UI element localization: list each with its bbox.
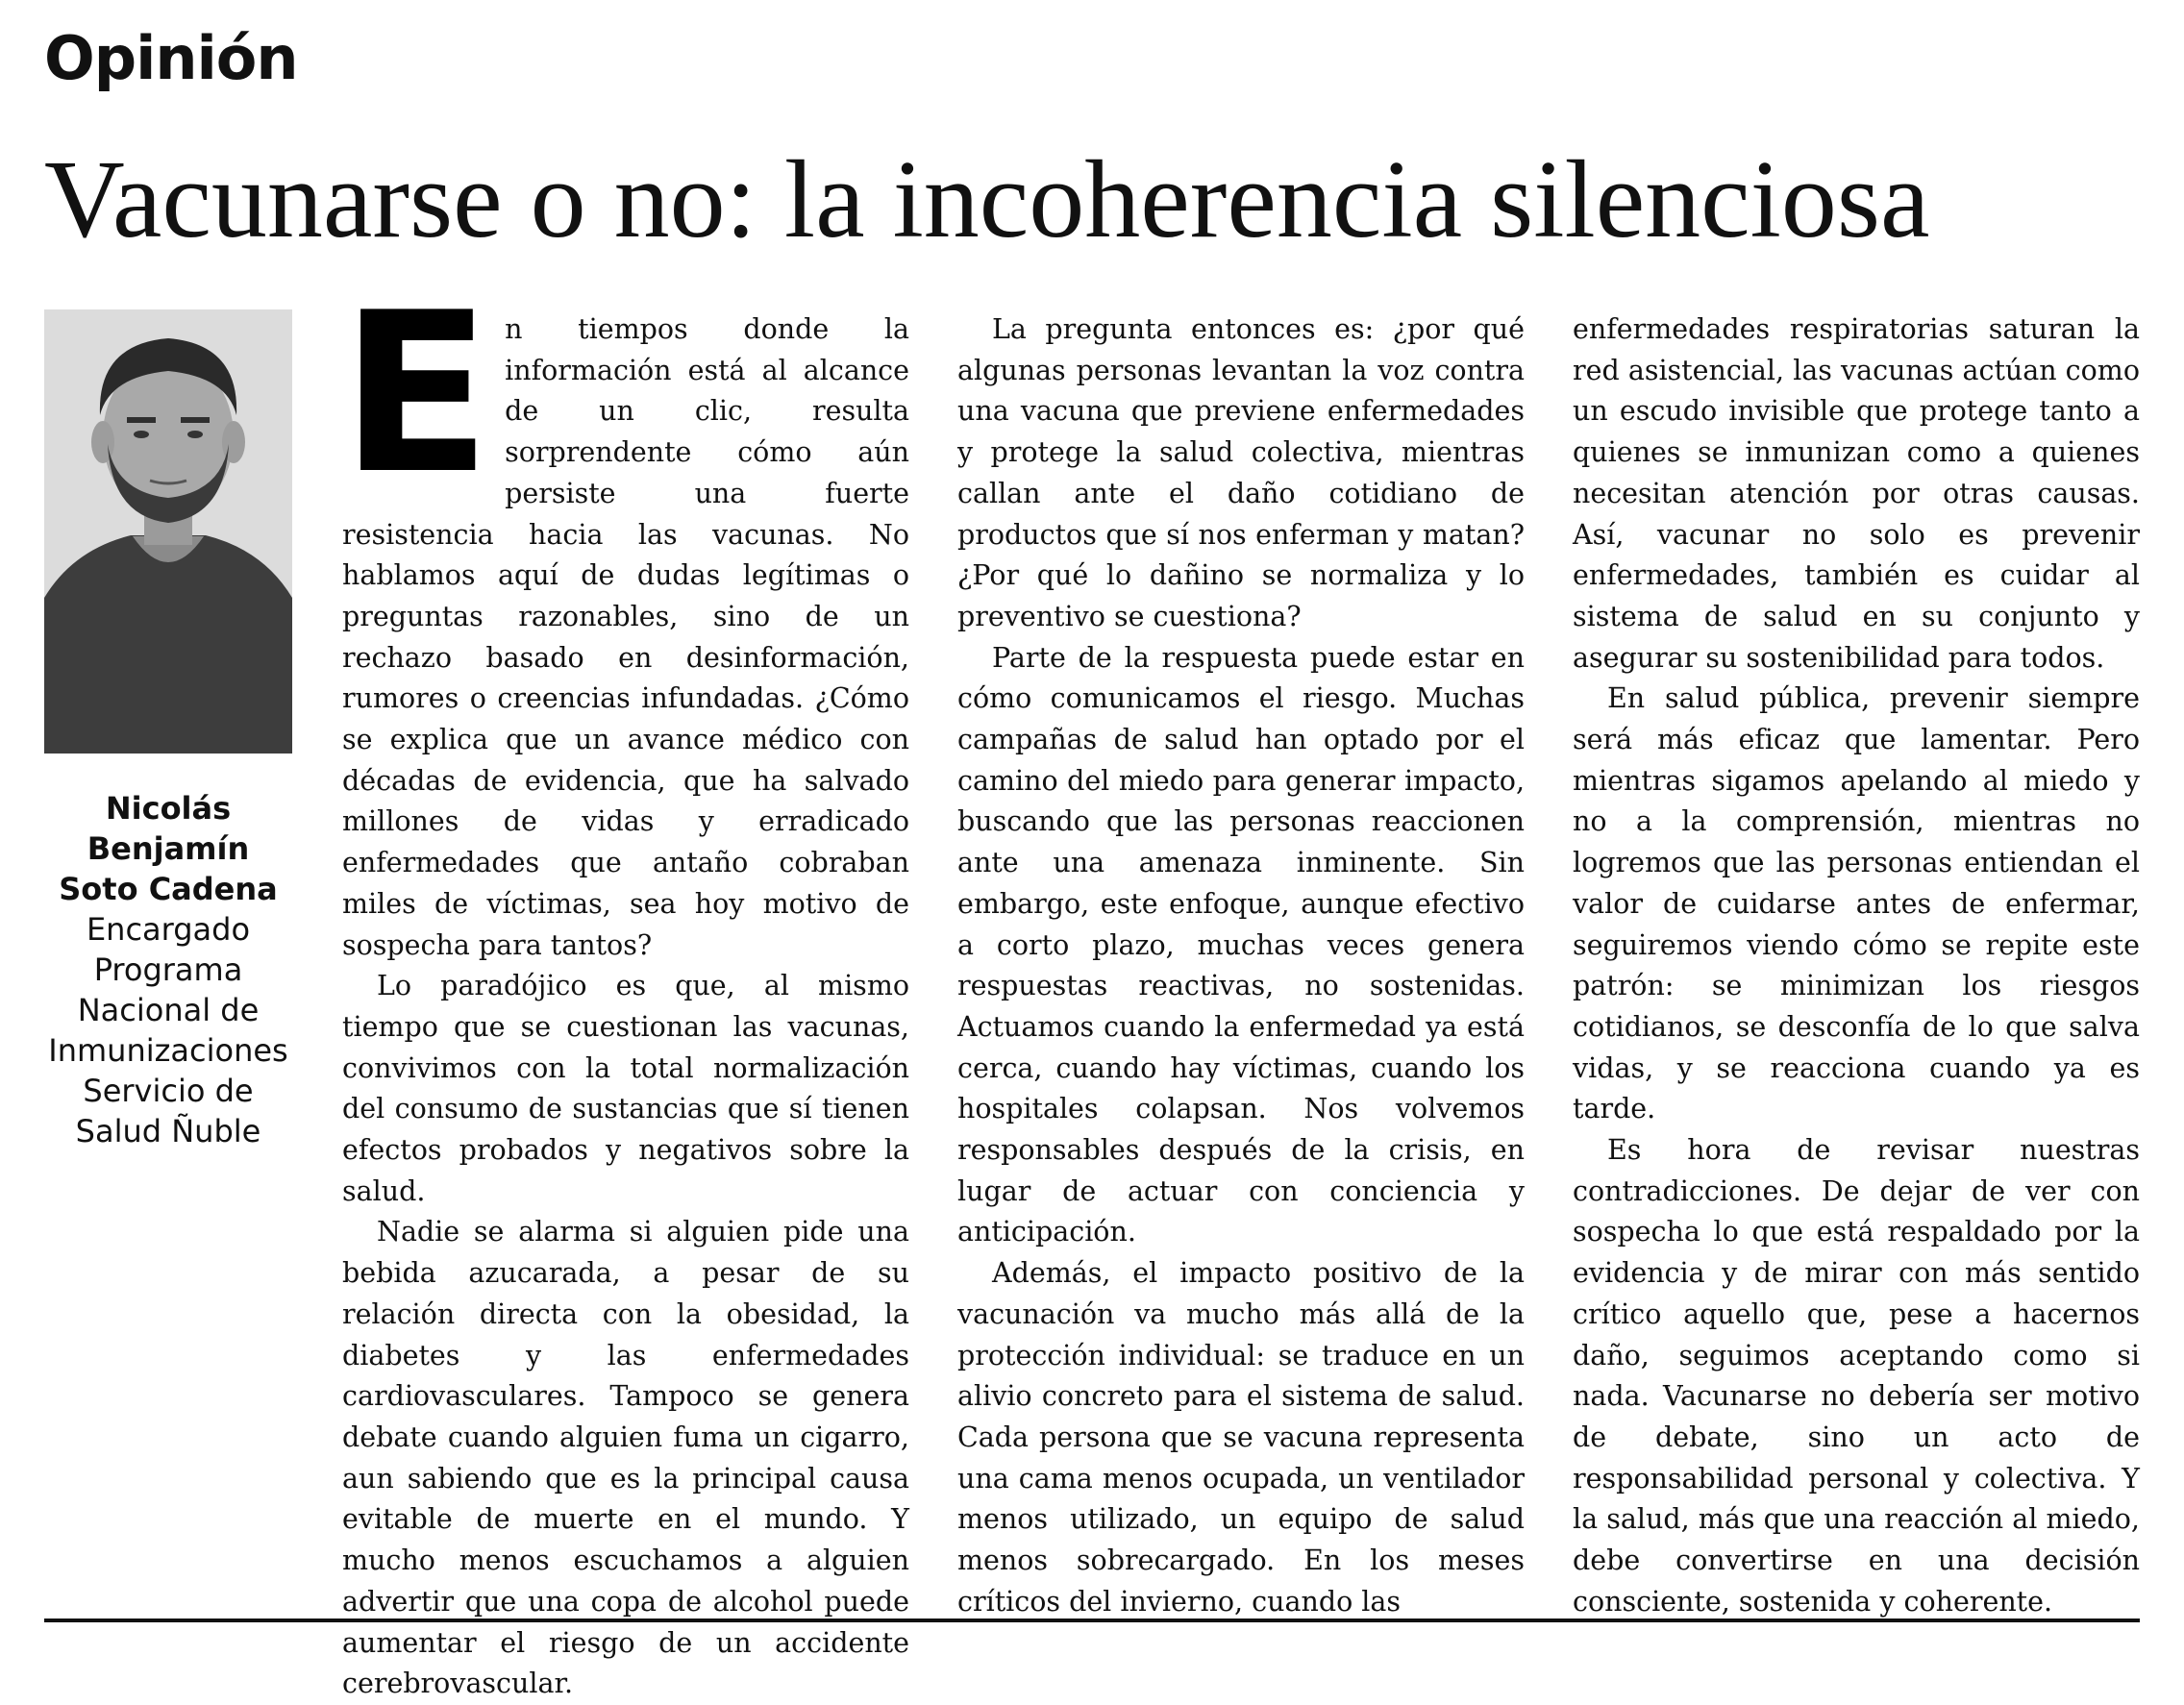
- article-paragraph: enfermedades respiratorias saturan la red asistencial, las vacunas actúan como un escudo invisible que protege tanto a quienes se inmunizan como a quienes necesitan atención por otras causas. Así, vacunar no solo es prevenir enfermedades, también es cuidar al sistema de salud en su conjunto y asegurar su sostenibilidad para todos.: [1573, 313, 2140, 674]
- article-paragraph: [340, 266, 909, 966]
- article-paragraph: Parte de la respuesta puede estar en cómo comunicamos el riesgo. Muchas campañas de salud han optado por el camino del miedo para generar impacto, buscando que las personas reaccionen ante una amenaza inminente. Sin embargo, este enfoque, aunque efectivo a corto plazo, muchas veces genera respuestas reactivas, no sostenidas. Actuamos cuando la enfermedad ya está cerca, cuando hay víctimas, cuando los hospitales colapsan. Nos volvemos responsables después de la crisis, en lugar de actuar con conciencia y anticipación.: [957, 641, 1525, 1248]
- author-byline: [38, 788, 298, 1151]
- author-role-line: Programa: [93, 951, 243, 988]
- article-column-1: [340, 266, 909, 1700]
- article-paragraph: En salud pública, prevenir siempre será más eficaz que lamentar. Pero mientras sigamos apelando al miedo y no a la comprensión, mientras no logremos que las personas entiendan el valor de cuidarse antes de enfermar, seguiremos viendo cómo se repite este patrón: se minimizan los riesgos cotidianos, se desconfía de lo que salva vidas, y se reacciona cuando ya es tarde.: [1573, 682, 2140, 1125]
- author-photo: [44, 309, 292, 754]
- bottom-rule: [44, 1619, 2140, 1622]
- author-role-line: Encargado: [86, 911, 251, 948]
- author-name-line: Soto Cadena: [59, 871, 278, 907]
- article-paragraph: Es hora de revisar nuestras contradicciones. De dejar de ver con sospecha lo que está respaldado por la evidencia y de mirar con más sentido crítico aquello que, pese a hacernos daño, seguimos aceptando como si nada. Vacunarse no debería ser motivo de debate, sino un acto de responsabilidad personal y colectiva. Y la salud, más que una reacción al miedo, debe convertirse en una decisión consciente, sostenida y coherente.: [1573, 1134, 2140, 1618]
- article-paragraph: Lo paradójico es que, al mismo tiempo que se cuestionan las vacunas, convivimos con la total normalización del consumo de sustancias que sí tienen efectos probados y negativos sobre la salud.: [342, 970, 909, 1207]
- author-role-line: Inmunizaciones: [48, 1032, 288, 1069]
- drop-cap: E: [340, 266, 492, 523]
- paragraph-text: n tiempos donde la información está al alcance de un clic, resulta sorprendente cómo aún persiste una fuerte resistencia hacia las vacunas. No hablamos aquí de dudas legítimas o preguntas razonables, sino de un rechazo basado en desinformación, rumores o creencias infundadas. ¿Cómo se explica que un avance médico con décadas de evidencia, que ha salvado millones de vidas y erradicado enfermedades que antaño cobraban miles de víctimas, sea hoy motivo de sospecha para tantos?: [342, 313, 909, 961]
- article-paragraph: Nadie se alarma si alguien pide una bebida azucarada, a pesar de su relación directa con la obesidad, la diabetes y las enfermedades cardiovasculares. Tampoco se genera debate cuando alguien fuma un cigarro, aun sabiendo que es la principal causa evitable de muerte en el mundo. Y mucho menos escuchamos a alguien advertir que una copa de alcohol puede aumentar el riesgo de un accidente cerebrovascular.: [342, 1216, 909, 1700]
- article-column-3: [1573, 309, 2140, 1618]
- article-column-2: [957, 309, 1525, 1618]
- author-name-line: Nicolás: [105, 790, 232, 827]
- author-role-line: Salud Ñuble: [75, 1113, 261, 1149]
- headline: Vacunarse o no: la incoherencia silenciosa: [44, 138, 1930, 261]
- article-paragraph: Además, el impacto positivo de la vacunación va mucho más allá de la protección individual: se traduce en un alivio concreto para el sistema de salud. Cada persona que se vacuna representa una cama menos ocupada, un ventilador menos utilizado, un equipo de salud menos sobrecargado. En los meses críticos del invierno, cuando las: [957, 1257, 1525, 1618]
- section-label: Opinión: [44, 23, 298, 93]
- article-paragraph: La pregunta entonces es: ¿por qué algunas personas levantan la voz contra una vacuna que previene enfermedades y protege la salud colectiva, mientras callan ante el daño cotidiano de productos que sí nos enferman y matan? ¿Por qué lo dañino se normaliza y lo preventivo se cuestiona?: [957, 313, 1525, 632]
- author-name-line: Benjamín: [87, 830, 250, 867]
- author-role-line: Servicio de: [83, 1073, 254, 1109]
- author-role-line: Nacional de: [77, 992, 260, 1028]
